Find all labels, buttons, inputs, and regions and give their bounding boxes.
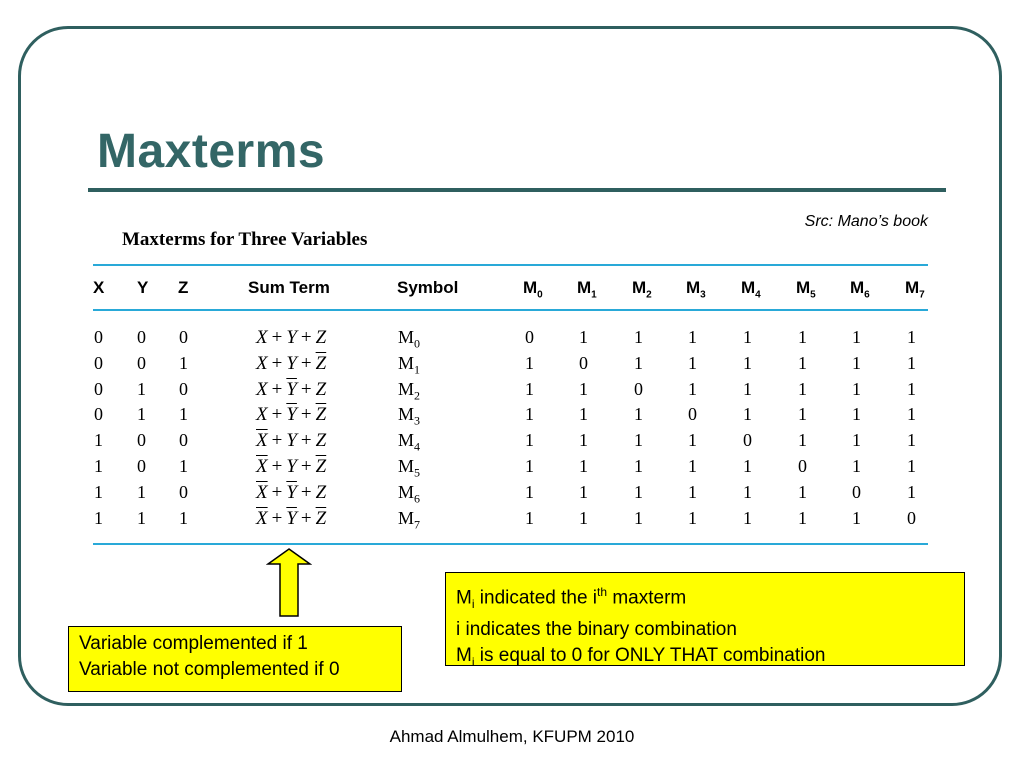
header-m1: $M_1$	[577, 278, 597, 301]
up-arrow-icon	[266, 548, 312, 618]
cell-m5: 1	[798, 508, 807, 528]
note-left-line1: Variable complemented if 1	[79, 633, 308, 654]
cell-m1: 1	[579, 379, 588, 399]
cell-m5: 1	[798, 482, 807, 502]
cell-y: 1	[137, 482, 146, 502]
table-top-rule	[93, 264, 928, 266]
cell-x: 0	[94, 353, 103, 373]
cell-m2: 1	[634, 327, 643, 347]
cell-m7: 1	[907, 379, 916, 399]
cell-symbol: $M_4$	[398, 430, 421, 454]
cell-m2: 1	[634, 430, 643, 450]
header-z: Z	[178, 278, 189, 297]
cell-m0: 1	[525, 508, 534, 528]
cell-m1: 1	[579, 430, 588, 450]
cell-m0: 1	[525, 456, 534, 476]
cell-m6: 1	[852, 327, 861, 347]
cell-m0: 0	[525, 327, 534, 347]
cell-z: 0	[179, 327, 188, 347]
header-sum-term: Sum Term	[248, 278, 330, 297]
cell-m3: 1	[688, 430, 697, 450]
cell-m5: 1	[798, 404, 807, 424]
cell-m0: 1	[525, 379, 534, 399]
cell-x: 1	[94, 482, 103, 502]
cell-symbol: $M_7$	[398, 508, 421, 532]
cell-x: 1	[94, 430, 103, 450]
cell-m2: 1	[634, 456, 643, 476]
cell-m7: 1	[907, 430, 916, 450]
slide-title: Maxterms	[97, 125, 326, 178]
note-right-line1: $M_i$ indicated the $i^{th}$ maxterm	[456, 585, 687, 612]
cell-symbol: $M_2$	[398, 379, 421, 403]
cell-z: 1	[179, 456, 188, 476]
slide-footer: Ahmad Almulhem, KFUPM 2010	[389, 727, 635, 746]
cell-m2: 1	[634, 508, 643, 528]
table-title: Maxterms for Three Variables	[122, 229, 368, 250]
cell-symbol: $M_0$	[398, 327, 421, 351]
cell-symbol: $M_6$	[398, 482, 421, 506]
cell-z: 1	[179, 508, 188, 528]
note-right-line3: $M_i$ is equal to 0 for ONLY THAT combination	[456, 645, 826, 669]
cell-m7: 1	[907, 327, 916, 347]
cell-x: 0	[94, 404, 103, 424]
cell-sum-term: $\overline{X} + Y + \overline{Z}$	[256, 456, 327, 477]
note-right-line2: i indicates the binary combination	[456, 619, 737, 641]
cell-m3: 1	[688, 353, 697, 373]
cell-m1: 1	[579, 327, 588, 347]
cell-m7: 0	[907, 508, 916, 528]
cell-m4: 1	[743, 508, 752, 528]
cell-m7: 1	[907, 456, 916, 476]
cell-sum-term: $\overline{X} + \overline{Y} + \overline{Z}$	[256, 508, 327, 529]
cell-m1: 1	[579, 404, 588, 424]
header-x: X	[93, 278, 105, 297]
cell-x: 0	[94, 379, 103, 399]
cell-sum-term: $\overline{X} + \overline{Y} + Z$	[256, 482, 327, 503]
cell-m5: 0	[798, 456, 807, 476]
cell-m6: 1	[852, 353, 861, 373]
cell-m6: 1	[852, 430, 861, 450]
cell-m0: 1	[525, 482, 534, 502]
source-citation: Src: Mano’s book	[804, 213, 928, 230]
cell-z: 0	[179, 430, 188, 450]
cell-y: 1	[137, 379, 146, 399]
cell-z: 1	[179, 353, 188, 373]
cell-y: 1	[137, 404, 146, 424]
cell-symbol: $M_1$	[398, 353, 421, 377]
cell-m3: 1	[688, 456, 697, 476]
cell-m1: 1	[579, 482, 588, 502]
cell-m0: 1	[525, 404, 534, 424]
cell-m5: 1	[798, 327, 807, 347]
cell-x: 1	[94, 456, 103, 476]
cell-m4: 1	[743, 379, 752, 399]
header-m5: $M_5$	[796, 278, 816, 301]
header-m0: $M_0$	[523, 278, 543, 301]
cell-m5: 1	[798, 430, 807, 450]
cell-m7: 1	[907, 353, 916, 373]
note-complement-rule	[68, 626, 402, 692]
note-left-line2: Variable not complemented if 0	[79, 659, 340, 680]
cell-m6: 1	[852, 508, 861, 528]
cell-y: 0	[137, 430, 146, 450]
header-m4: $M_4$	[741, 278, 761, 301]
cell-z: 0	[179, 379, 188, 399]
cell-m5: 1	[798, 353, 807, 373]
cell-m4: 1	[743, 456, 752, 476]
cell-sum-term: $\overline{X} + Y + Z$	[256, 430, 327, 451]
table-bottom-rule	[93, 543, 928, 545]
cell-y: 0	[137, 456, 146, 476]
cell-m6: 1	[852, 404, 861, 424]
header-m7: $M_7$	[905, 278, 925, 301]
cell-y: 1	[137, 508, 146, 528]
cell-m6: 1	[852, 456, 861, 476]
title-divider	[88, 188, 946, 192]
cell-sum-term: $X + \overline{Y} + Z$	[256, 379, 327, 400]
cell-x: 1	[94, 508, 103, 528]
cell-m0: 1	[525, 353, 534, 373]
cell-m7: 1	[907, 482, 916, 502]
cell-m4: 1	[743, 482, 752, 502]
cell-m4: 1	[743, 353, 752, 373]
cell-m6: 1	[852, 379, 861, 399]
header-m2: $M_2$	[632, 278, 652, 301]
header-m6: $M_6$	[850, 278, 870, 301]
cell-y: 0	[137, 353, 146, 373]
cell-m1: 1	[579, 508, 588, 528]
cell-symbol: $M_5$	[398, 456, 421, 480]
cell-m2: 1	[634, 482, 643, 502]
cell-m3: 1	[688, 379, 697, 399]
cell-sum-term: X + Y + Z	[256, 327, 327, 348]
cell-m3: 1	[688, 482, 697, 502]
cell-m6: 0	[852, 482, 861, 502]
header-symbol: Symbol	[397, 278, 459, 297]
cell-m4: 1	[743, 327, 752, 347]
cell-m4: 1	[743, 404, 752, 424]
cell-m7: 1	[907, 404, 916, 424]
cell-m1: 1	[579, 456, 588, 476]
table-header-rule	[93, 309, 928, 311]
cell-sum-term: $X + \overline{Y} + \overline{Z}$	[256, 404, 327, 425]
cell-m3: 0	[688, 404, 697, 424]
cell-symbol: $M_3$	[398, 404, 421, 428]
cell-m3: 1	[688, 508, 697, 528]
cell-y: 0	[137, 327, 146, 347]
cell-z: 1	[179, 404, 188, 424]
header-y: Y	[137, 278, 149, 297]
cell-m2: 1	[634, 404, 643, 424]
cell-m2: 1	[634, 353, 643, 373]
cell-sum-term: $X + Y + \overline{Z}$	[256, 353, 327, 374]
header-m3: $M_3$	[686, 278, 706, 301]
cell-m1: 0	[579, 353, 588, 373]
cell-m5: 1	[798, 379, 807, 399]
cell-m0: 1	[525, 430, 534, 450]
cell-m2: 0	[634, 379, 643, 399]
cell-m3: 1	[688, 327, 697, 347]
cell-m4: 0	[743, 430, 752, 450]
cell-x: 0	[94, 327, 103, 347]
note-maxterm-explanation	[445, 572, 965, 669]
cell-z: 0	[179, 482, 188, 502]
